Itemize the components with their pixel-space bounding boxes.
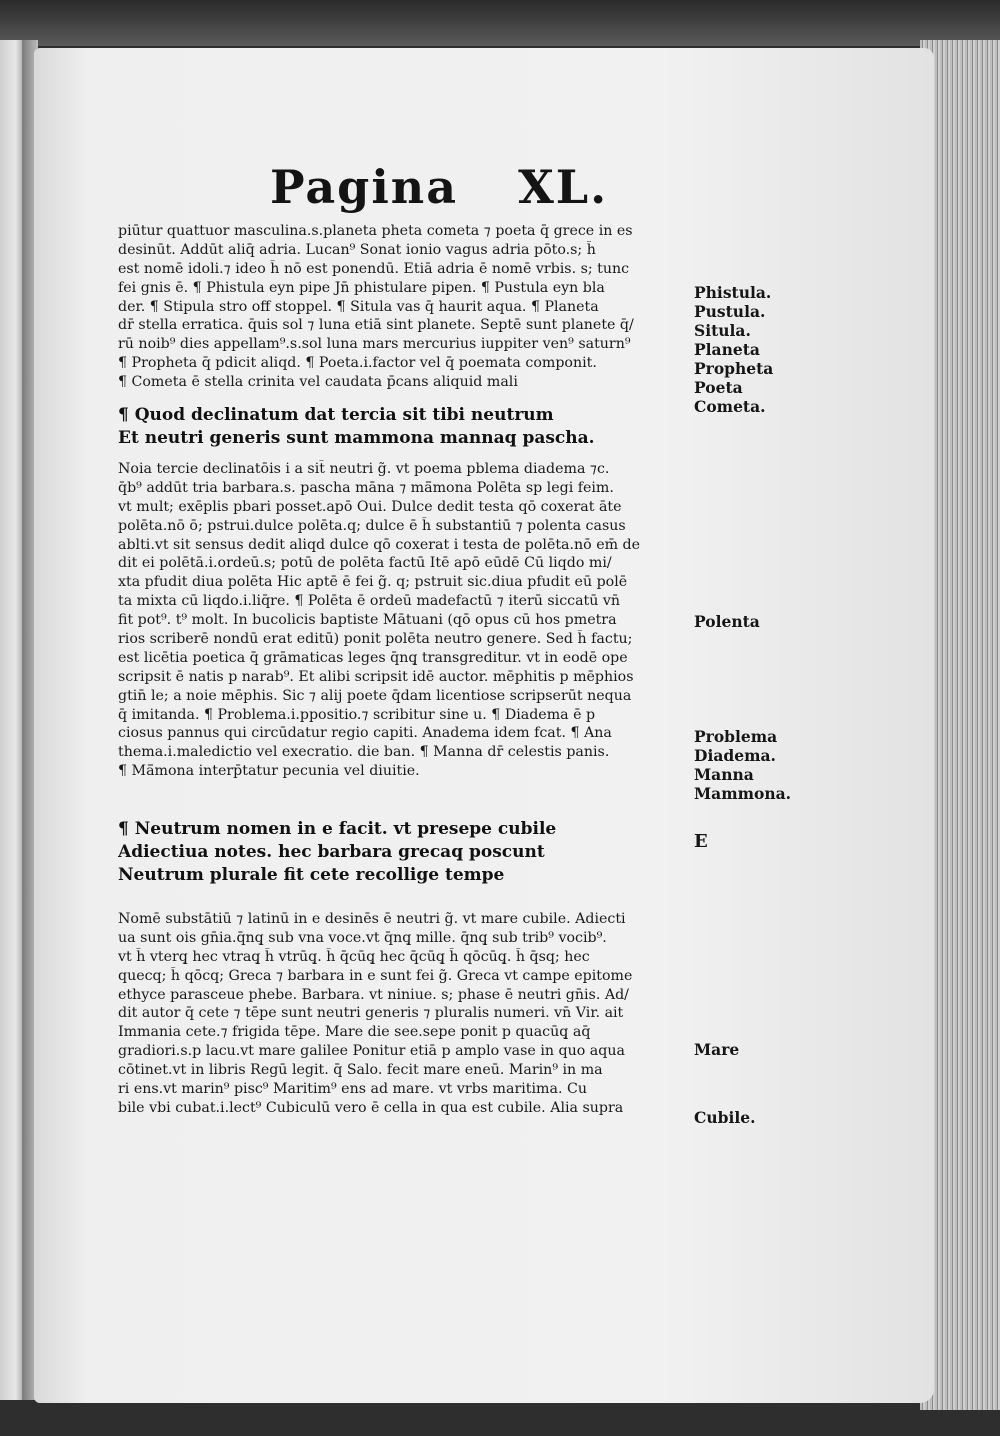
text-line: der. ¶ Stipula stro off stoppel. ¶ Situla vas q̄ haurit aqua. ¶ Planeta [118,298,599,315]
text-line: vt h̄ vterq̧ hec vtraq̧ h̄ vtrūq̧. h̄ q̄cūq̧ hec q̄cūq̧ h̄ qōcūq̧. h̄ q̄sq; hec [118,948,590,965]
text-line: dit autor q̄ cete ⁊ tēpe sunt neutri generis ⁊ pluralis numeri. vn̄ Vir. ait [118,1005,624,1022]
text-line: dit ei polētā.i.ordeū.s; potū de polēta factū Itē apō eūdē Cū liqdo mi/ [118,555,612,572]
text-line: scripsit ē natis p narab⁹. Et alibi scripsit idē auctor. mēphitis p mēphios [118,668,634,685]
verse-block-1 [118,404,694,450]
text-line: Immania cete.⁊ frigida tēpe. Mare die see.sepe ponit p quacūq̧ aq̄ [118,1024,591,1041]
text-line: dr̄ stella erratica. q̄uis sol ⁊ luna etiā sint planete. Septē sunt planete q̄/ [118,317,634,334]
text-line: rū noib⁹ dies appellam⁹.s.sol luna mars mercurius iuppiter ven⁹ saturn⁹ [118,336,631,353]
margin-notes-1 [694,283,794,416]
text-line: quecq; h̄ qōcq; Greca ⁊ barbara in e sunt fei g̃. Greca vt campe epitome [118,967,633,984]
text-line: gradiori.s.p lacu.vt mare galilee Ponitur etiā p amplo vase in quo aqua [118,1043,625,1060]
text-line: ablti.vt sit sensus dedit aliqd dulce qō coxerat i testa de polēta.nō em̄ de [118,536,641,553]
text-line: est licētia poetica q̄ grāmaticas leges q̄nq̧ transgreditur. vt in eodē ope [118,649,628,666]
margin-note: Cometa. [694,397,766,416]
text-block-1 [118,222,694,392]
text-block-3 [118,910,694,1118]
verse-block-2 [118,818,694,887]
text-line: rios scriberē nondū erat editū) ponit polēta neutro genere. Sed h̄ factu; [118,631,633,648]
text-line: xta pfudit diua polēta Hic aptē ē fei g̃. q; pstruit sic.diua pfudit eū polē [118,574,628,591]
margin-note: Situla. [694,321,751,340]
text-line: q̄ imitanda. ¶ Problema.i.ppositio.⁊ scribitur sine u. ¶ Diadema ē p [118,706,596,723]
verse-line: Neutrum plurale fit cete recollige tempe [118,865,505,885]
text-line: gtin̄ le; a noie mēphis. Sic ⁊ alij poete q̄dam licentiose scripserūt nequa [118,687,632,704]
text-line: ethyce parasceue phebe. Barbara. vt niniue. s; phase ē neutri gn̄is. Ad/ [118,986,629,1003]
text-line: thema.i.maledictio vel execratio. die ban. ¶ Manna dr̄ celestis panis. [118,744,610,761]
verse-line: ¶ Neutrum nomen in e facit. vt presepe cubile [118,819,557,839]
margin-note: Poeta [694,378,743,397]
margin-note: Diadema. [694,746,776,765]
margin-note: Planeta [694,340,760,359]
text-line: ua sunt ois gn̄ia.q̄nq̧ sub vna voce.vt q̄nq̧ mille. q̄nq̧ sub trib⁹ vocib⁹. [118,929,607,946]
text-line: cōtinet.vt in libris Regū legit. q̄ Salo. fecit mare eneū. Marin⁹ in ma [118,1062,603,1079]
text-line: ¶ Cometa ē stella crinita vel caudata p̄cans aliquid mali [118,374,518,391]
margin-note-e: E [694,831,708,852]
margin-note: Phistula. [694,283,772,302]
verse-line: Adiectiua notes. hec barbara grecaq̧ poscunt [118,842,545,862]
text-line: ri ens.vt marin⁹ pisc⁹ Maritim⁹ ens ad mare. vt vrbs maritima. Cu [118,1081,587,1098]
text-line: ta mixta cū liqdo.i.liq̄re. ¶ Polēta ē ordeū madefactū ⁊ iterū siccatū vn̄ [118,593,621,610]
margin-note: Manna [694,765,754,784]
text-block-2 [118,460,694,781]
text-line: fei gnis ē. ¶ Phistula eyn pipe Jn̄ phistulare pipen. ¶ Pustula eyn bla [118,279,605,296]
margin-note-cubile: Cubile. [694,1108,756,1127]
text-line: ciosus pannus qui circūdatur regio capiti. Anadema idem fcat. ¶ Ana [118,725,612,742]
book-binding-top [0,0,1000,46]
text-line: polēta.nō ō; pstrui.dulce polēta.q; dulce ē h̄ substantiū ⁊ polenta casus [118,517,626,534]
text-line: vt mult; exēplis pbari posset.apō Oui. Dulce dedit testa qō coxerat āte [118,498,622,515]
verse-line: Et neutri generis sunt mammona mannaq̧ pascha. [118,428,595,448]
page-title-word: Pagina [270,160,459,214]
margin-note: Mammona. [694,784,792,803]
text-line: q̄b⁹ addūt tria barbara.s. pascha māna ⁊ mā̄mona Polēta sp legi feim. [118,479,614,496]
text-line: piūtur quattuor masculina.s.planeta pheta cometa ⁊ poeta q̄ grece in es [118,223,633,239]
text-line: fit pot⁹. t⁹ molt. In bucolicis baptiste Mātuani (qō opus cū hos pmetra [118,612,617,629]
page-title [270,160,670,214]
margin-note: Propheta [694,359,774,378]
text-line: Noia tercie declinatōis i a sit̄ neutri g̃. vt poema pblema diadema ⁊c. [118,461,610,477]
text-line: ¶ Propheta q̄ pdicit aliqd. ¶ Poeta.i.factor vel q̄ poemata componit. [118,355,597,372]
margin-note-polenta: Polenta [694,612,760,631]
margin-note-mare: Mare [694,1040,740,1059]
margin-note: Problema [694,727,778,746]
verse-line: ¶ Quod declinatum dat tercia sit tibi neutrum [118,405,554,425]
margin-notes-2 [694,727,794,803]
text-line: est nomē idoli.⁊ ideo h̄ nō est ponendū. Etiā adria ē nomē vrbis. s; tunc [118,260,630,277]
text-line: Nomē substātiū ⁊ latinū in e desinēs ē neutri g̃. vt mare cubile. Adiecti [118,911,626,927]
text-line: ¶ Mā̄mona interp̄tatur pecunia vel diuitie. [118,763,420,780]
page-number: XL. [518,160,609,214]
text-line: desinūt. Addūt aliq̄ adria. Lucan⁹ Sonat ionio vagus adria pōto.s; h̄ [118,241,596,258]
text-line: bile vbi cubat.i.lect⁹ Cubiculū vero ē cella in qua est cubile. Alia supra [118,1099,624,1116]
margin-note: Pustula. [694,302,766,321]
